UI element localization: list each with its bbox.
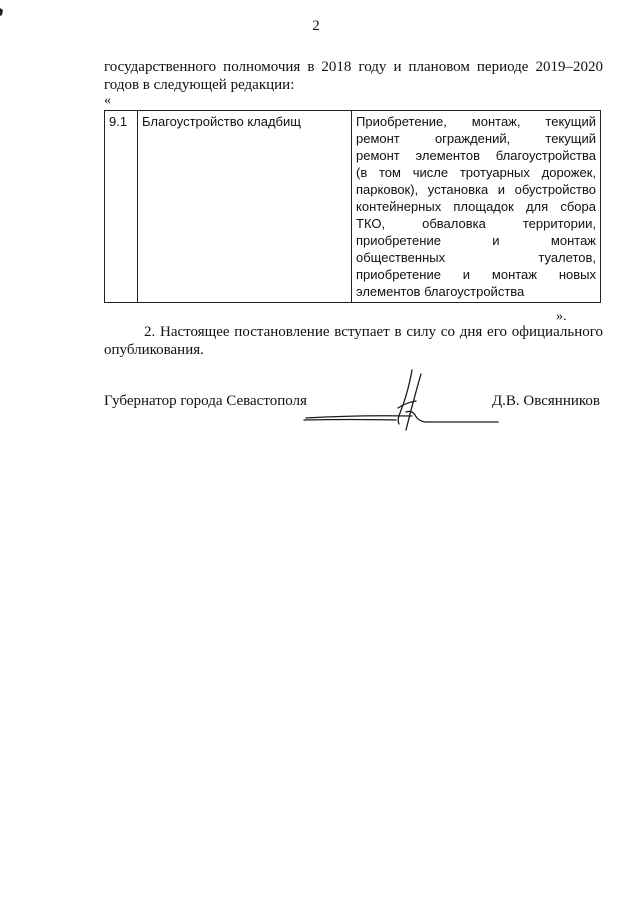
description-line: ремонт элементов благоустройства (356, 148, 596, 163)
intro-paragraph (104, 58, 603, 94)
clause-2-line-2: опубликования. (104, 342, 204, 358)
closing-quote: ». (556, 309, 567, 324)
description-line: элементов благоустройства (356, 284, 525, 299)
signatory-name: Д.В. Овсянников (491, 393, 600, 409)
description-line: ТКО, обваловка территории, (356, 216, 596, 231)
row-description (352, 111, 601, 303)
handwritten-signature (300, 368, 500, 432)
clause-2-line-1: 2. Настоящее постановление вступает в силу со дня его официального (144, 324, 603, 340)
signatory-position: Губернатор города Севастополя (104, 393, 307, 409)
table-row (105, 111, 601, 303)
description-line: парковок), установка и обустройство (356, 182, 596, 197)
description-line: приобретение и монтаж новых (356, 267, 596, 282)
description-line: контейнерных площадок для сбора (356, 199, 596, 214)
description-line: приобретение и монтаж (356, 233, 596, 248)
page-number: 2 (312, 18, 320, 34)
intro-line-2: годов в следующей редакции: (104, 77, 295, 93)
row-name: Благоустройство кладбищ (138, 111, 352, 303)
intro-line-1: государственного полномочия в 2018 году и плановом периоде 2019–2020 (104, 59, 603, 75)
margin-mark (0, 8, 4, 16)
row-number: 9.1 (105, 111, 138, 303)
clause-2-paragraph (104, 323, 603, 359)
description-line: общественных туалетов, (356, 250, 596, 265)
opening-quote: « (104, 93, 111, 108)
amendment-table (104, 110, 601, 303)
description-line: Приобретение, монтаж, текущий (356, 114, 596, 129)
description-line: ремонт ограждений, текущий (356, 131, 596, 146)
description-line: (в том числе тротуарных дорожек, (356, 165, 596, 180)
